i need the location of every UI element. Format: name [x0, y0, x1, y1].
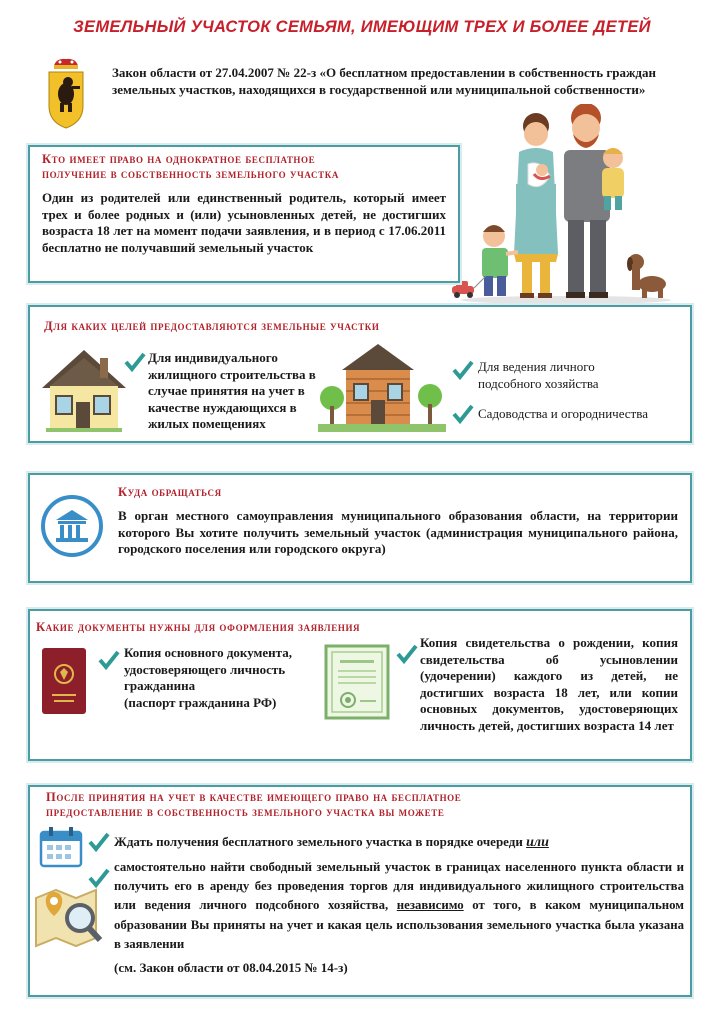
house-garden-icon — [316, 340, 448, 436]
check-icon — [396, 644, 418, 664]
check-icon — [124, 352, 146, 372]
document-item-1: Копия основного документа, удостоверяющего личность гражданина — [124, 645, 292, 693]
purposes-heading: Для каких целей предоставляются земельные участки — [44, 319, 380, 333]
who-text: Один из родителей или единственный родитель, который имеет трех и более родных и (или) усыновленных детей, не достигших возраста 18 лет на момент подачи заявления, и в период с 17.06.2011 бесплатно не получавший земельный участок — [42, 190, 446, 255]
document-item-1-note: (паспорт гражданина РФ) — [124, 695, 277, 710]
who-heading-line1: Кто имеет право на однократное бесплатное — [42, 152, 316, 166]
after-option-2 — [114, 858, 684, 954]
family-illustration-icon — [446, 104, 676, 304]
law-reference: Закон области от 27.04.2007 № 22-з «О бесплатном предоставлении в собственность граждан земельных участков, находящихся в государственной или муниципальной собственности» — [112, 65, 656, 97]
independently-word: независимо — [396, 898, 464, 913]
document-item-2: Копия свидетельства о рождении, копия свидетельства об усыновлении (удочерении) каждого из детей, не достигших возраста 18 лет, или копии основных документов, удостоверяющих личность детей, достигших возраста 14 лет — [420, 635, 678, 733]
purpose-item-2: Для ведения личного подсобного хозяйства — [478, 359, 599, 391]
where-text: В орган местного самоуправления муниципального образования области, на территории которого Вы хотите получить земельный участок (администрация муниципального района, городского поселения или городского округа) — [118, 508, 678, 556]
after-option-2-text-a: самостоятельно найти свободный земельный участок в границах населенного пункта области и получить его в аренду без проведения торгов для индивидуального жилищного строительства или ведения личного подсобного хозяйства, — [114, 860, 684, 913]
house-yellow-icon — [36, 344, 132, 436]
law-reference-2: (см. Закон области от 08.04.2015 № 14-з) — [114, 960, 348, 975]
who-heading-line2: получение в собственность земельного участка — [42, 167, 339, 181]
after-heading-line2: предоставление в собственность земельного участка вы можете — [46, 805, 445, 819]
certificate-icon — [322, 642, 392, 722]
after-heading-line1: После принятия на учет в качестве имеющего право на бесплатное — [46, 790, 462, 804]
government-building-icon — [40, 494, 104, 558]
page-title: ЗЕМЕЛЬНЫЙ УЧАСТОК СЕМЬЯМ, ИМЕЮЩИМ ТРЕХ И БОЛЕЕ ДЕТЕЙ — [73, 18, 651, 36]
check-icon — [98, 650, 120, 670]
calendar-icon — [38, 824, 84, 870]
documents-heading: Какие документы нужны для оформления заявления — [36, 620, 361, 634]
check-icon — [452, 360, 474, 380]
after-option-1 — [114, 834, 634, 852]
after-option-1-text: Ждать получения бесплатного земельного участка в порядке очереди — [114, 834, 523, 849]
check-icon — [88, 832, 110, 852]
coat-of-arms-icon — [46, 56, 86, 130]
or-word: или — [526, 835, 549, 850]
purpose-item-3: Садоводства и огородничества — [478, 406, 648, 421]
passport-icon — [40, 646, 88, 716]
check-icon — [88, 868, 110, 888]
purpose-item-1: Для индивидуального жилищного строительства в случае принятия на учет в качестве нуждающихся в жилых помещениях — [148, 350, 316, 431]
map-search-icon — [32, 880, 106, 950]
check-icon — [452, 404, 474, 424]
where-heading: Куда обращаться — [118, 485, 222, 499]
after-option-2-text-b: от того, в каком муниципальном образовании Вы приняты на учет и какая цель использования земельного участка была указана в заявлении — [114, 898, 685, 951]
